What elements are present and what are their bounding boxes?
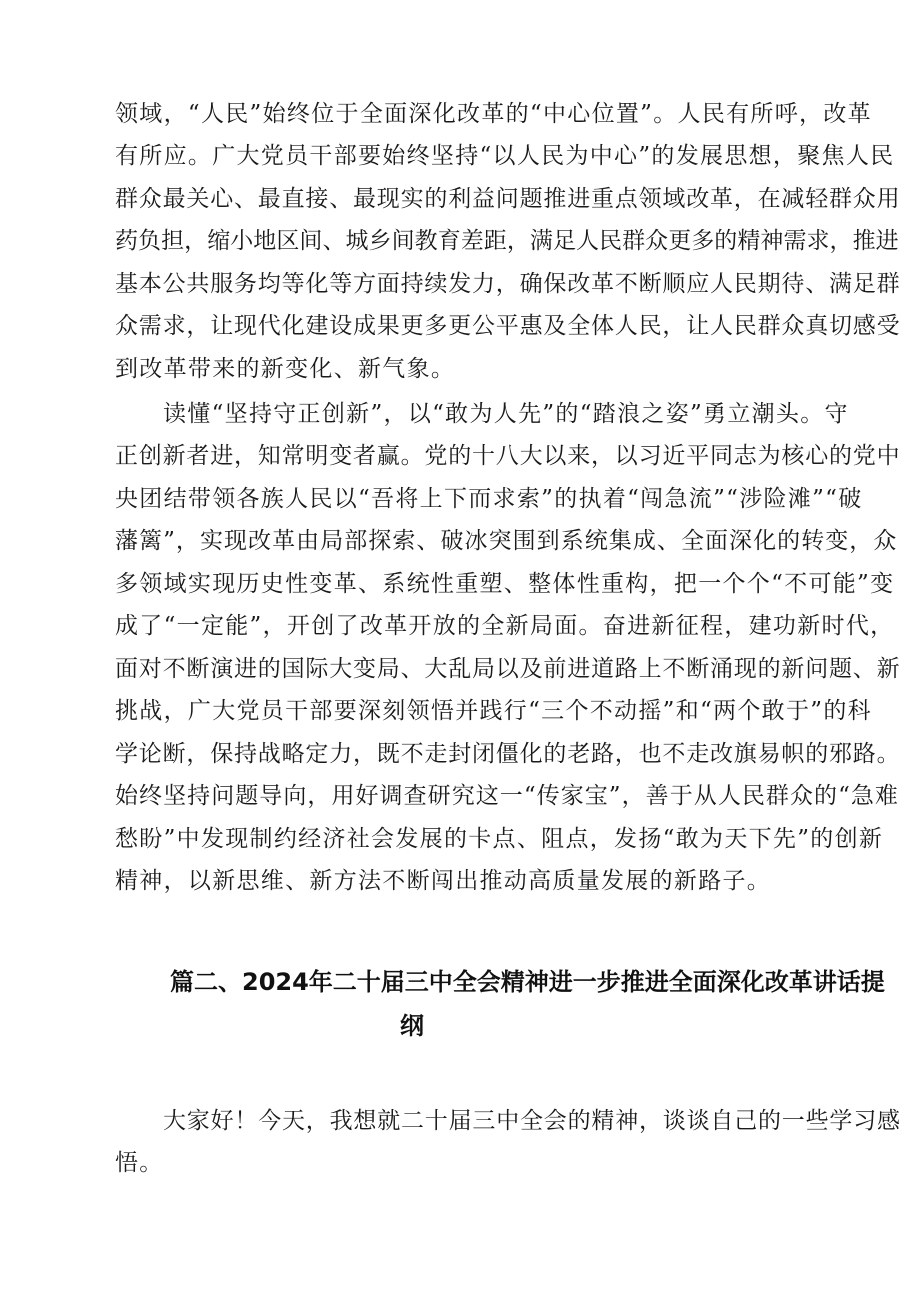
- paragraph-line: 精神，以新思维、新方法不断闯出推动高质量发展的新路子。: [115, 868, 772, 894]
- paragraph-line: 到改革带来的新变化、新气象。: [115, 356, 456, 382]
- paragraph-line: 始终坚持问题导向，用好调查研究这一“传家宝”，善于从人民群众的“急难: [115, 783, 899, 809]
- section-heading-line-2: 纲: [400, 1012, 424, 1040]
- paragraph-line: 成了“一定能”，开创了改革开放的全新局面。奋进新征程，建功新时代，: [115, 613, 895, 639]
- paragraph-line: 正创新者进，知常明变者赢。党的十八大以来，以习近平同志为核心的党中: [115, 443, 901, 469]
- paragraph-line: 基本公共服务均等化等方面持续发力，确保改革不断顺应人民期待、满足群: [115, 271, 901, 297]
- paragraph-line: 大家好！今天，我想就二十届三中全会的精神，谈谈自己的一些学习感: [163, 1108, 901, 1134]
- paragraph-line: 学论断，保持战略定力，既不走封闭僵化的老路，也不走改旗易帜的邪路。: [115, 741, 901, 767]
- paragraph-line: 悟。: [115, 1150, 164, 1176]
- section-heading-line-1: 篇二、2024年二十届三中全会精神进一步推进全面深化改革讲话提: [170, 968, 885, 996]
- paragraph-line: 有所应。广大党员干部要始终坚持“以人民为中心”的发展思想，聚焦人民: [115, 143, 895, 169]
- paragraph-line: 读懂“坚持守正创新”，以“敢为人先”的“踏浪之姿”勇立潮头。守: [163, 401, 849, 427]
- paragraph-line: 愁盼”中发现制约经济社会发展的卡点、阻点，发扬“敢为天下先”的创新: [115, 826, 884, 852]
- paragraph-line: 央团结带领各族人民以“吾将上下而求索”的执着“闯急流”“涉险滩”“破: [115, 486, 863, 512]
- paragraph-line: 挑战，广大党员干部要深刻领悟并践行“三个不动摇”和“两个敢于”的科: [115, 698, 872, 724]
- paragraph-line: 众需求，让现代化建设成果更多更公平惠及全体人民，让人民群众真切感受: [115, 313, 901, 339]
- paragraph-line: 领域，“人民”始终位于全面深化改革的“中心位置”。人民有所呼，改革: [115, 101, 872, 127]
- paragraph-line: 面对不断演进的国际大变局、大乱局以及前进道路上不断涌现的新问题、新: [115, 656, 901, 682]
- paragraph-line: 群众最关心、最直接、最现实的利益问题推进重点领域改革，在减轻群众用: [115, 186, 901, 212]
- paragraph-line: 药负担，缩小地区间、城乡间教育差距，满足人民群众更多的精神需求，推进: [115, 228, 899, 254]
- paragraph-line: 藩篱”，实现改革由局部探索、破冰突围到系统集成、全面深化的转变，众: [115, 528, 898, 554]
- paragraph-line: 多领域实现历史性变革、系统性重塑、整体性重构，把一个个“不可能”变: [115, 571, 895, 597]
